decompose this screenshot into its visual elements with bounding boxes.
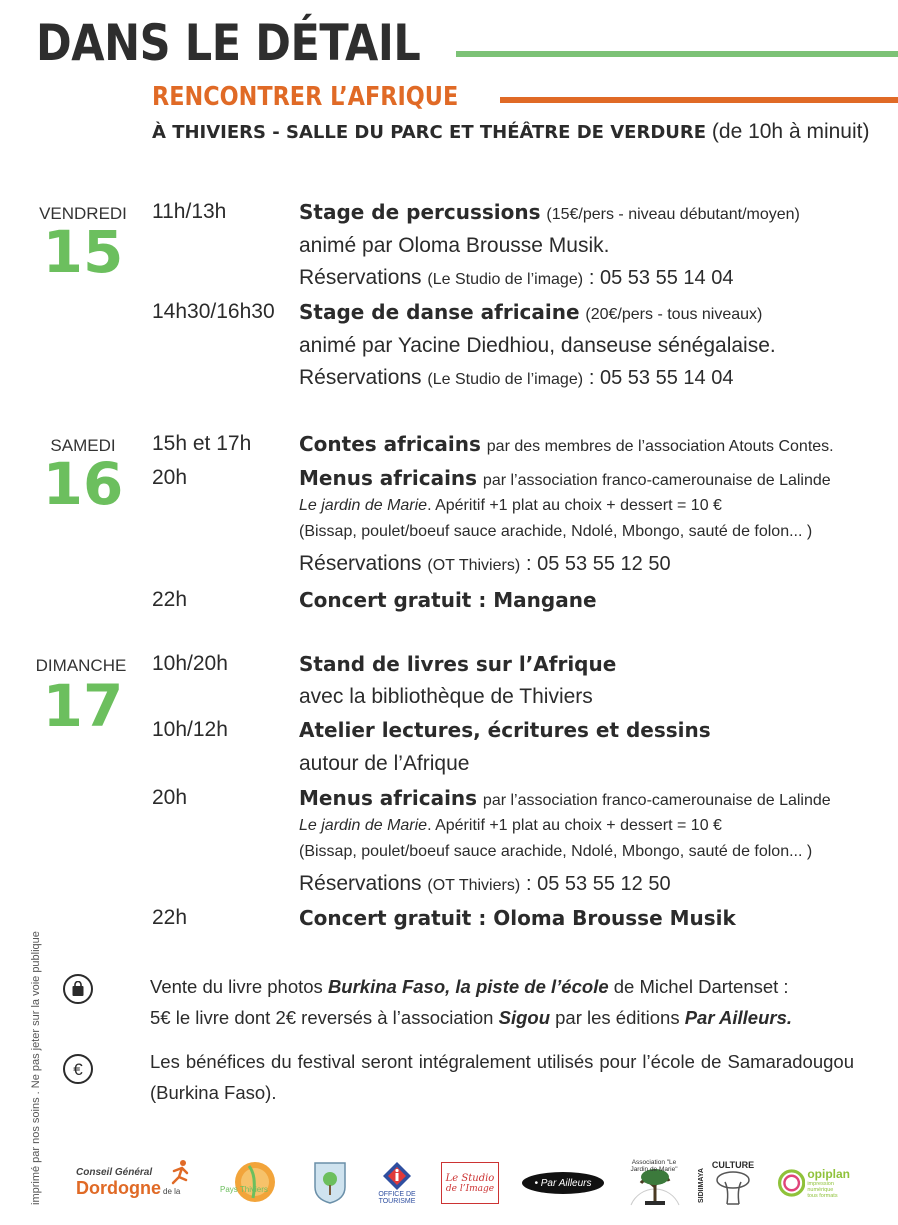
event-title: Concert gratuit : Oloma Brousse Musik bbox=[299, 906, 736, 930]
day-name-saturday: SAMEDI bbox=[50, 436, 116, 455]
event-time: 15h et 17h bbox=[152, 432, 252, 455]
reservation-source: (OT Thiviers) bbox=[427, 877, 521, 894]
title-rule-green bbox=[456, 51, 898, 57]
note-text: Vente du livre photos bbox=[150, 976, 328, 997]
event-title-line bbox=[299, 300, 762, 325]
event-title: Stand de livres sur l’Afrique bbox=[299, 652, 617, 676]
menu-description bbox=[299, 497, 722, 515]
event-detail: par des membres de l’association Atouts Contes. bbox=[486, 438, 834, 455]
logo-text: Pays Thiviers bbox=[220, 1185, 268, 1194]
event-title: Concert gratuit : Mangane bbox=[299, 588, 597, 612]
event-time: 22h bbox=[152, 588, 188, 611]
menu-price: . Apéritif +1 plat au choix + dessert = 10 € bbox=[427, 817, 722, 834]
event-time: 20h bbox=[152, 466, 188, 489]
event-reservation bbox=[299, 552, 671, 576]
reservation-source: (Le Studio de l’image) bbox=[427, 271, 584, 288]
book-title: Burkina Faso, la piste de l’école bbox=[327, 976, 609, 997]
menu-venue: Le jardin de Marie bbox=[299, 497, 428, 514]
location-hours: (de 10h à minuit) bbox=[711, 120, 870, 143]
menu-price: . Apéritif +1 plat au choix + dessert = 10 € bbox=[427, 497, 722, 514]
book-sale-note-line2 bbox=[150, 1007, 792, 1029]
event-reservation bbox=[299, 366, 733, 390]
shopping-bag-icon bbox=[63, 974, 93, 1004]
coat-of-arms-logo bbox=[312, 1155, 348, 1211]
day-number-friday: 15 bbox=[42, 218, 124, 286]
event-detail: par l’association franco-camerounaise de Lalinde bbox=[482, 792, 831, 809]
event-title-line bbox=[299, 588, 597, 613]
event-description: animé par Oloma Brousse Musik. bbox=[299, 234, 610, 257]
event-time: 10h/20h bbox=[152, 652, 228, 675]
logo-text: de la bbox=[163, 1187, 181, 1196]
page-title: DANS LE DÉTAIL bbox=[36, 14, 421, 72]
runner-icon bbox=[170, 1159, 192, 1185]
reservation-label: Réservations bbox=[299, 552, 422, 575]
logo-text: Dordogne bbox=[76, 1178, 161, 1198]
logo-text: opiplan bbox=[807, 1167, 850, 1181]
event-title-line bbox=[299, 200, 800, 225]
event-description: animé par Yacine Diedhiou, danseuse sénégalaise. bbox=[299, 334, 776, 357]
logo-text: Association "Le Jardin de Marie" bbox=[630, 1159, 678, 1173]
menu-venue: Le jardin de Marie bbox=[299, 817, 428, 834]
event-title-line bbox=[299, 652, 616, 677]
menu-items: (Bissap, poulet/boeuf sauce arachide, Ndolé, Mbongo, sauté de folon... ) bbox=[299, 523, 813, 540]
note-text: 5€ le livre dont 2€ reversés à l’association bbox=[150, 1007, 499, 1028]
book-sale-note-line1 bbox=[150, 976, 789, 998]
reservation-label: Réservations bbox=[299, 872, 422, 895]
event-detail: par l’association franco-camerounaise de Lalinde bbox=[482, 472, 831, 489]
sidiimaya-culture-logo bbox=[698, 1155, 762, 1211]
subtitle-rule-orange bbox=[500, 97, 898, 103]
event-title: Stage de percussions bbox=[299, 200, 541, 224]
event-title-line bbox=[299, 466, 831, 491]
reservation-source: (Le Studio de l’image) bbox=[427, 371, 584, 388]
reservation-source: (OT Thiviers) bbox=[427, 557, 521, 574]
event-time: 11h/13h bbox=[152, 200, 227, 223]
reservation-label: Réservations bbox=[299, 266, 422, 289]
logo-text: • Par Ailleurs bbox=[534, 1177, 592, 1189]
logo-text: impression numérique tous formats bbox=[807, 1181, 838, 1199]
day-name-sunday: DIMANCHE bbox=[35, 656, 127, 675]
jardin-de-marie-logo bbox=[622, 1155, 688, 1211]
day-name-friday: VENDREDI bbox=[39, 204, 127, 223]
event-title: Menus africains bbox=[299, 786, 478, 810]
event-title-line bbox=[299, 432, 834, 457]
office-tourisme-logo bbox=[374, 1155, 420, 1211]
reservation-phone: : 05 53 55 14 04 bbox=[588, 267, 734, 289]
logo-text: TOURISME bbox=[378, 1198, 416, 1205]
par-ailleurs-logo bbox=[520, 1155, 606, 1211]
pays-thiviers-logo bbox=[218, 1155, 282, 1211]
le-studio-logo bbox=[440, 1155, 500, 1211]
note-text: de Michel Dartenset : bbox=[608, 976, 789, 997]
conseil-general-dordogne-logo bbox=[76, 1155, 194, 1211]
page-subtitle: RENCONTRER L’AFRIQUE bbox=[152, 82, 459, 112]
logo-text: Conseil Général bbox=[76, 1167, 153, 1178]
event-title-line bbox=[299, 718, 711, 743]
info-icon bbox=[382, 1161, 412, 1191]
print-notice: imprimé par nos soins . Ne pas jeter sur la voie publique bbox=[30, 931, 42, 1205]
menu-description bbox=[299, 817, 722, 835]
event-title: Stage de danse africaine bbox=[299, 300, 580, 324]
logo-text: Le Studio bbox=[445, 1172, 495, 1184]
event-time: 22h bbox=[152, 906, 188, 929]
event-description: avec la bibliothèque de Thiviers bbox=[299, 685, 593, 708]
reservation-phone: : 05 53 55 12 50 bbox=[526, 553, 671, 575]
event-time: 10h/12h bbox=[152, 718, 228, 741]
event-detail: (15€/pers - niveau débutant/moyen) bbox=[546, 206, 800, 223]
logo-text: OFFICE DE bbox=[378, 1191, 416, 1198]
event-reservation bbox=[299, 872, 671, 896]
day-number-saturday: 16 bbox=[42, 450, 124, 518]
baobab-icon bbox=[713, 1170, 753, 1206]
reservation-phone: : 05 53 55 14 04 bbox=[588, 367, 734, 389]
event-title: Contes africains bbox=[299, 432, 481, 456]
menu-items: (Bissap, poulet/boeuf sauce arachide, Ndolé, Mbongo, sauté de folon... ) bbox=[299, 843, 813, 860]
event-time: 20h bbox=[152, 786, 188, 809]
event-reservation bbox=[299, 266, 733, 290]
location-name: À THIVIERS - SALLE DU PARC ET THÉÂTRE DE VERDURE bbox=[152, 122, 707, 143]
opiplan-logo bbox=[778, 1155, 850, 1211]
logo-text: de l’Image bbox=[445, 1183, 495, 1194]
note-text: par les éditions bbox=[550, 1007, 685, 1028]
event-title-line bbox=[299, 906, 736, 931]
association-name: Sigou bbox=[498, 1007, 550, 1028]
day-number-sunday: 17 bbox=[42, 672, 124, 740]
reservation-label: Réservations bbox=[299, 366, 422, 389]
event-detail: (20€/pers - tous niveaux) bbox=[585, 306, 763, 323]
profits-note: Les bénéfices du festival seront intégralement utilisés pour l’école de Samaradougou (Burkina Faso). bbox=[150, 1051, 854, 1103]
event-time: 14h30/16h30 bbox=[152, 300, 275, 323]
euro-icon: € bbox=[63, 1054, 93, 1084]
event-title: Atelier lectures, écritures et dessins bbox=[299, 718, 711, 742]
publisher-name: Par Ailleurs. bbox=[684, 1007, 792, 1028]
reservation-phone: : 05 53 55 12 50 bbox=[526, 873, 671, 895]
logo-text: SIDIIMAYA bbox=[698, 1168, 705, 1203]
event-description: autour de l’Afrique bbox=[299, 752, 470, 775]
event-location bbox=[152, 120, 869, 144]
event-title-line bbox=[299, 786, 831, 811]
logo-text: CULTURE bbox=[711, 1160, 755, 1170]
event-title: Menus africains bbox=[299, 466, 478, 490]
